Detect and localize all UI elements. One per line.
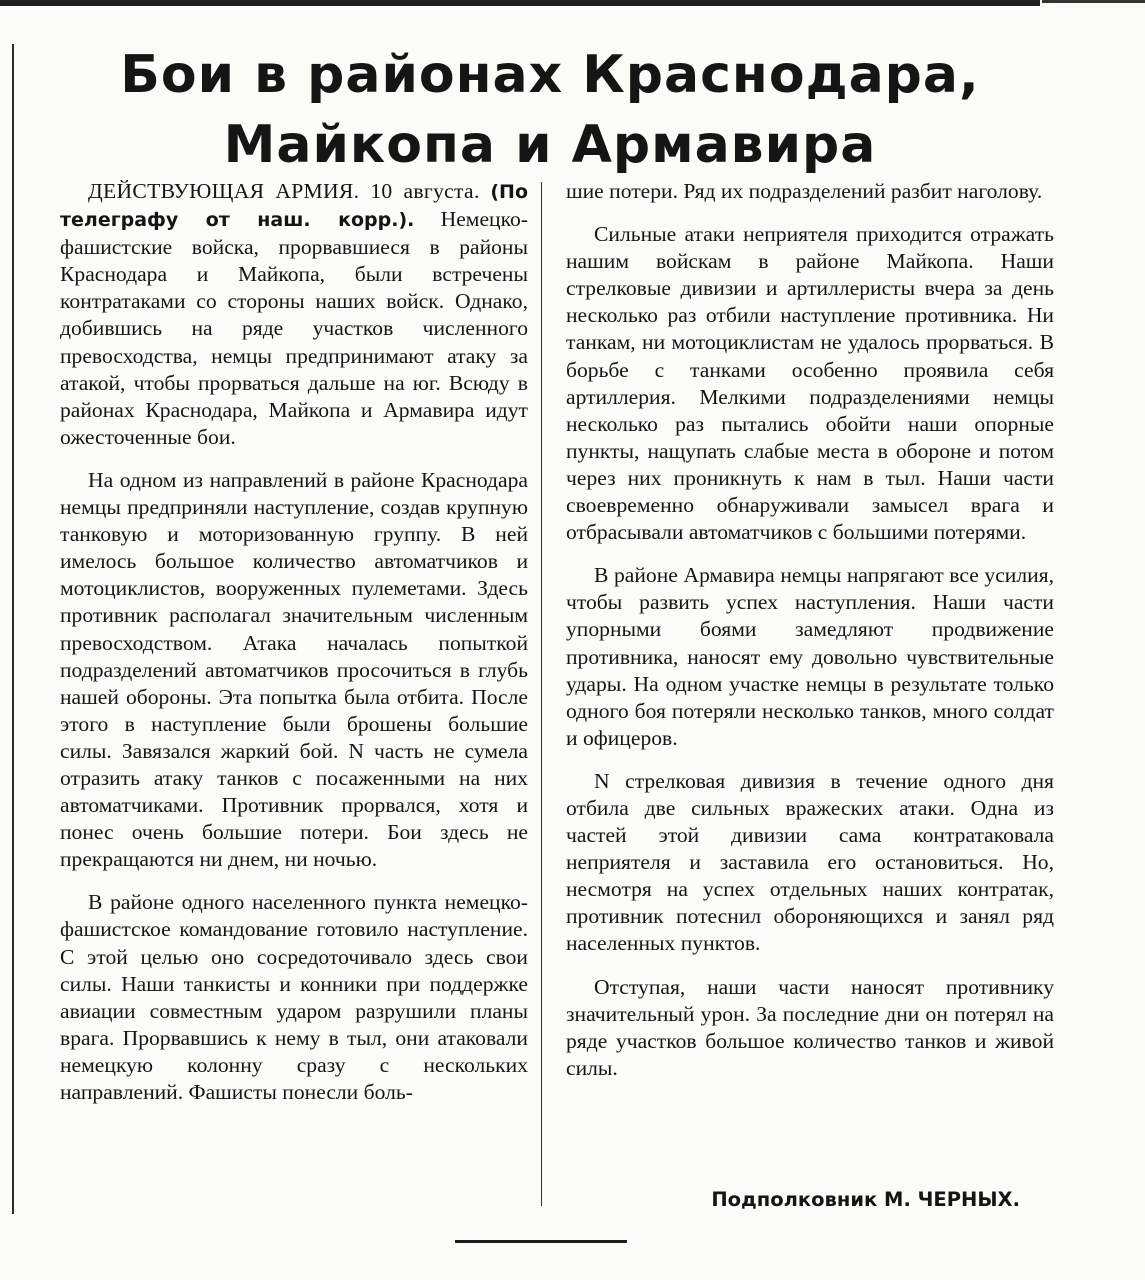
- lead-paragraph: [60, 178, 528, 451]
- headline: [40, 40, 1060, 180]
- top-rule: [0, 0, 1040, 6]
- dateline: ДЕЙСТВУЮЩАЯ АРМИЯ. 10 августа.: [88, 179, 480, 203]
- left-column-rule: [12, 44, 14, 1214]
- lead-text: Немецко-фашистские войска, прорвавшиеся в районы Краснодара и Майкопа, были встречены контратаками со стороны наших войск. Однако, добившись на ряде участков численного превосходства, немцы предпринимают атаку за атакой, чтобы прорваться дальше на юг. Всюду в районах Краснодара, Майкопа и Армавира идут ожесточенные бои.: [60, 207, 528, 449]
- headline-line-1: Бои в районах Краснодара,: [120, 45, 980, 105]
- paragraph-4: Сильные атаки неприятеля приходится отражать нашим войскам в районе Майкопа. Наши стрелковые дивизии и артиллеристы вчера за день несколько раз отбили наступление противника. Ни танкам, ни мотоциклистам не удалось прорваться. В борьбе с танками особенно проявила себя артиллерия. Мелкими подразделениями немцы несколько раз пытались обойти наши опорные пункты, нащупать слабые места в обороне и потом через них проникнуть к нам в тыл. Наши части своевременно обнаруживали замысел врага и отбрасывали автоматчиков с большими потерями.: [566, 222, 1054, 545]
- paragraph-5: В районе Армавира немцы напрягают все усилия, чтобы развить успех наступления. Наши части упорными боями замедляют продвижение противника, наносят ему довольно чувствительные удары. На одном участке немцы в результате только одного боя потеряли несколько танков, много солдат и офицеров.: [566, 563, 1054, 750]
- bottom-rule: [455, 1240, 627, 1243]
- paragraph-2: На одном из направлений в районе Краснодара немцы предприняли наступление, создав крупную танковую и моторизованную группу. В ней имелось большое количество автоматчиков и мотоциклистов, вооруженных пулеметами. Здесь противник располагал значительным численным превосходством. Атака началась попыткой подразделений автоматчиков просочиться в глубь нашей обороны. Эта попытка была отбита. После этого в наступление были брошены большие силы. Завязался жаркий бой. N часть не сумела отразить атаку танков с посаженными на них автоматчиками. Противник прорвался, хотя и понес очень большие потери. Бои здесь не прекращаются ни днем, ни ночью.: [60, 467, 528, 872]
- article-column-left: [60, 178, 528, 1106]
- article-column-right: [566, 178, 1054, 1082]
- headline-line-2: Майкопа и Армавира: [223, 115, 877, 175]
- top-rule-right: [1042, 0, 1145, 3]
- column-separator: [541, 182, 542, 1206]
- paragraph-6: N стрелковая дивизия в течение одного дня отбила две сильных вражеских атаки. Одна из частей этой дивизии сама контратаковала неприятеля и заставила его остановиться. Но, несмотря на успех отдельных наших контратак, противник потеснил обороняющихся и занял ряд населенных пунктов.: [566, 768, 1054, 956]
- paragraph-3-continued: шие потери. Ряд их подразделений разбит наголову.: [566, 179, 1043, 203]
- source-note: (По телеграфу от наш. корр.).: [60, 181, 528, 232]
- author-signature: Подполковник М. ЧЕРНЫХ.: [711, 1188, 1020, 1211]
- paragraph-7: Отступая, наши части наносят противнику значительный урон. За последние дни он потерял на ряде участков большое количество танков и живой силы.: [566, 974, 1054, 1080]
- paragraph-3: В районе одного населенного пункта немецко-фашистское командование готовило наступление. С этой целью оно сосредоточивало здесь свои силы. Наши танкисты и конники при поддержке авиации совместным ударом разрушили планы врага. Прорвавшись к нему в тыл, они атаковали немецкую колонну сразу с нескольких направлений. Фашисты понесли боль-: [60, 890, 528, 1104]
